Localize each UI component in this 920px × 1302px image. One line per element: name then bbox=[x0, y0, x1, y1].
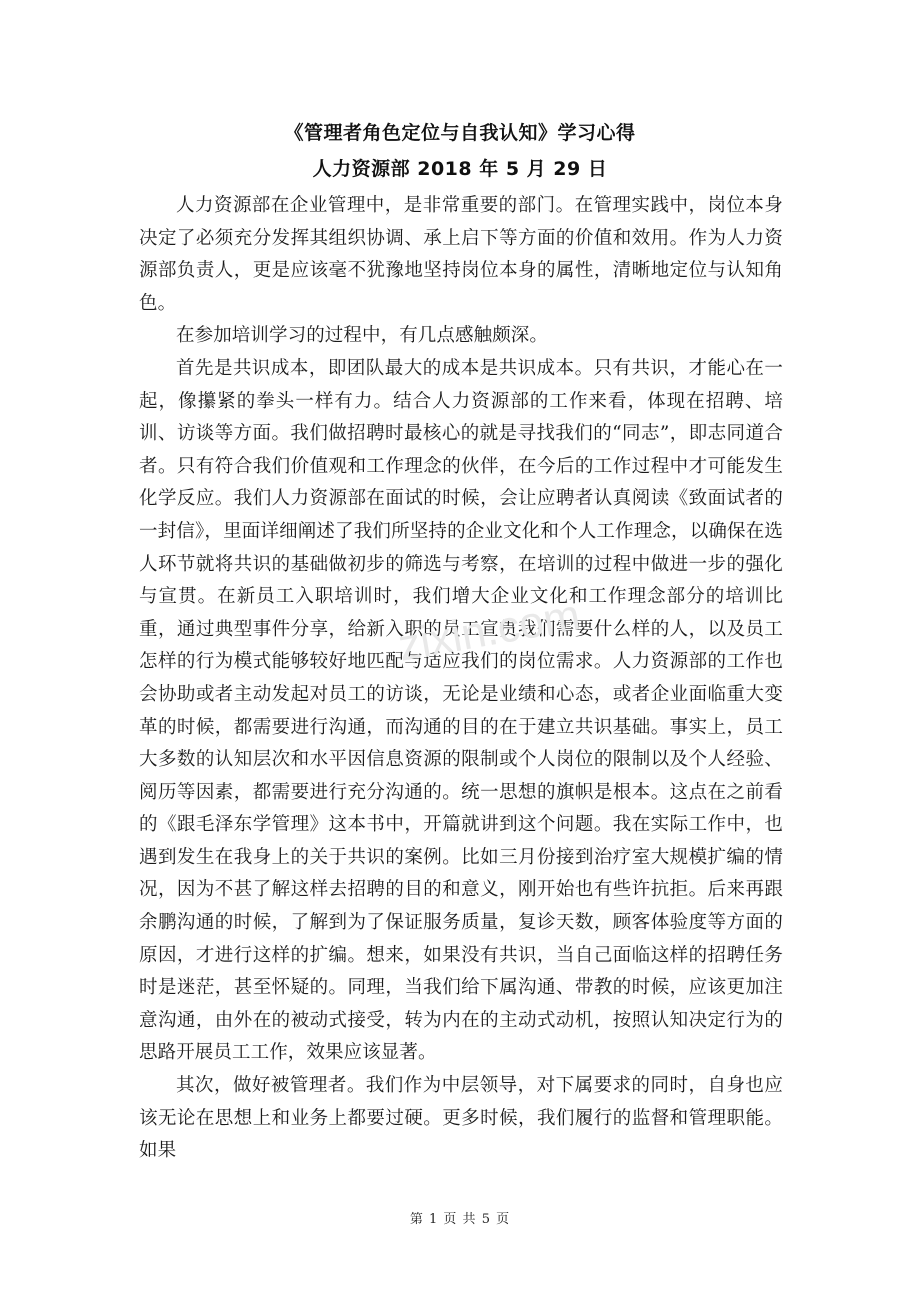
paragraph-feelings: 在参加培训学习的过程中，有几点感触颇深。 bbox=[176, 325, 549, 347]
paragraph-be-managed: 其次，做好被管理者。我们作为中层领导，对下属要求的同时，自身也应该无论在思想上和业务上都要过硬。更多时候，我们履行的监督和管理职能。如果 bbox=[139, 1075, 783, 1162]
page-number: 第 1 页 共 5 页 bbox=[409, 1212, 511, 1227]
paragraph-intro: 人力资源部在企业管理中，是非常重要的部门。在管理实践中，岗位本身决定了必须充分发挥其组织协调、承上启下等方面的价值和效用。作为人力资源部负责人，更是应该毫不犹豫地坚持岗位本身的属性，清晰地定位与认知角色。 bbox=[139, 195, 783, 314]
document-body bbox=[139, 190, 783, 1168]
document-title: 《管理者角色定位与自我认知》学习心得 bbox=[284, 122, 636, 144]
document-subtitle: 人力资源部 2018 年 5 月 29 日 bbox=[312, 158, 608, 180]
svg-text:zixin.com: zixin.com bbox=[394, 590, 584, 671]
paragraph-consensus-cost: 首先是共识成本，即团队最大的成本是共识成本。只有共识，才能心在一起，像攥紧的拳头一样有力。结合人力资源部的工作来看，体现在招聘、培训、访谈等方面。我们做招聘时最核心的就是寻找我们的“同志”，即志同道合者。只有符合我们价值观和工作理念的伙伴，在今后的工作过程中才可能发生化学反应。我们人力资源部在面试的时候，会让应聘者认真阅读《致面试者的一封信》，里面详细阐述了我们所坚持的企业文化和个人工作理念，以确保在选人环节就将共识的基础做初步的筛选与考察，在培训的过程中做进一步的强化与宣贯。在新员工入职培训时，我们增大企业文化和工作理念部分的培训比重，通过典型事件分享，给新入职的员工宣贯我们需要什么样的人，以及员工怎样的行为模式能够较好地匹配与适应我们的岗位需求。人力资源部的工作也会协助或者主动发起对员工的访谈，无论是业绩和心态，或者企业面临重大变革的时候，都需要进行沟通，而沟通的目的在于建立共识基础。事实上，员工大多数的认知层次和水平因信息资源的限制或个人岗位的限制以及个人经验、阅历等因素，都需要进行充分沟通的。统一思想的旗帜是根本。这点在之前看的《跟毛泽东学管理》这本书中，开篇就讲到这个问题。我在实际工作中，也遇到发生在我身上的关于共识的案例。比如三月份接到治疗室大规模扩编的情况，因为不甚了解这样去招聘的目的和意义，刚开始也有些许抗拒。后来再跟余鹏沟通的时候，了解到为了保证服务质量，复诊天数，顾客体验度等方面的原因，才进行这样的扩编。想来，如果没有共识，当自己面临这样的招聘任务时是迷茫，甚至怀疑的。同理，当我们给下属沟通、带教的时候，应该更加注意沟通，由外在的被动式接受，转为内在的主动式动机，按照认知决定行为的思路开展员工工作，效果应该显著。 bbox=[139, 357, 783, 1064]
